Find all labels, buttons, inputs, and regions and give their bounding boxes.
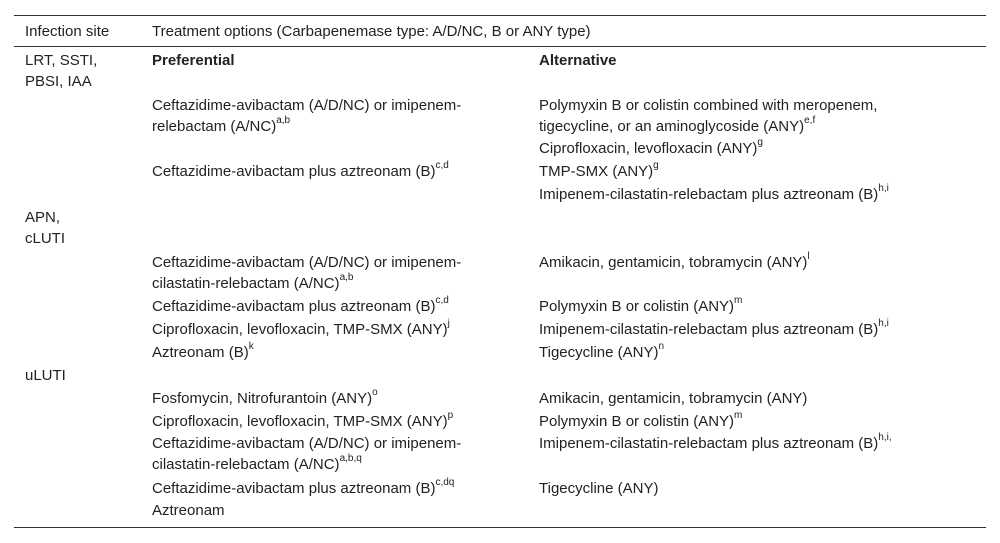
r8-preferential: Ciprofloxacin, levofloxacin, TMP-SMX (ANY)$^p$ [152,410,454,430]
header-infection-site: Infection site [25,23,110,40]
site-lrt-line2: PBSI, IAA [25,73,92,90]
r2-alternative: TMP-SMX (ANY)$^g$ [539,160,659,180]
r6-preferential: Aztreonam $(B)^k$ [152,341,254,361]
r10-preferential: Ceftazidime-avibactam plus aztreonam $(B)^{c,dq}$ [152,477,455,497]
table-header-rule [14,46,986,47]
table-bottom-rule [14,527,986,528]
site-apn-line1: APN, [25,209,61,226]
site-apn-line2: cLUTI [25,230,66,247]
footnote-ref: l [807,251,810,262]
footnote-ref: p [447,410,454,421]
footnote-ref: h,i [878,318,889,329]
r8-alternative: Polymyxin B or colistin (ANY)$^m$ [539,410,743,430]
header-treatment-options: Treatment options (Carbapenemase type: A/D/NC, B or ANY type) [152,23,591,40]
footnote-ref: m [734,410,743,421]
r11-preferential: Aztreonam [152,502,225,519]
r7-preferential: Fosfomycin, Nitrofurantoin (ANY)$^o$ [152,387,378,407]
r5-preferential: Ciprofloxacin, levofloxacin, TMP-SMX (ANY)$^j$ [152,318,450,338]
site-uluti: uLUTI [25,367,66,384]
r3-alternative: Amikacin, gentamicin, tobramycin (ANY)$^l$ [539,251,810,271]
r9-preferential-line1: Ceftazidime-avibactam (A/D/NC) or imipenem- [152,435,462,452]
r5-alternative: Imipenem-cilastatin-relebactam plus aztreonam $(B)^{h,i}$ [539,318,889,338]
footnote-ref: g [757,137,763,148]
r9-preferential-line2: cilastatin-relebactam $(A/NC)^{a,b,q}$ [152,453,362,473]
footnote-ref: g [653,160,659,171]
footnote-ref: m [734,295,743,306]
subheader-preferential: Preferential [152,52,235,69]
r7-alternative: Amikacin, gentamicin, tobramycin (ANY) [539,390,808,407]
r4-preferential: Ceftazidime-avibactam plus aztreonam $(B)^{c,d}$ [152,295,449,315]
footnote-ref: j [447,318,450,329]
table-top-rule [14,15,986,16]
r6-alternative: Tigecycline (ANY)$^n$ [539,341,665,361]
footnote-ref: o [372,387,378,398]
footnote-ref: n [658,341,665,352]
r3-preferential-line1: Ceftazidime-avibactam (A/D/NC) or imipenem- [152,254,462,271]
r2b-alternative: Imipenem-cilastatin-relebactam plus aztreonam $(B)^{h,i}$ [539,183,889,203]
footnote-ref: k [248,341,254,352]
footnote-ref: h,i [878,183,889,194]
site-lrt-line1: LRT, SSTI, [25,52,98,69]
subheader-alternative: Alternative [539,52,617,69]
footnote-ref: e,f [804,115,816,126]
footnote-ref: c,d [435,160,449,171]
r1-alternative-line2: tigecycline, or an aminoglycoside (ANY)$^{e,f}$ [539,115,816,135]
r4-alternative: Polymyxin B or colistin (ANY)$^m$ [539,295,743,315]
footnote-ref: a,b [339,272,354,283]
r1-preferential-line1: Ceftazidime-avibactam (A/D/NC) or imipenem- [152,97,462,114]
footnote-ref: c,dq [435,477,455,488]
footnote-ref: h,i, [878,432,892,443]
footnote-ref: a,b,q [339,453,362,464]
r9-alternative: Imipenem-cilastatin-relebactam plus aztreonam $(B)^{h,i,}$ [539,432,892,452]
footnote-ref: a,b [276,115,291,126]
r1b-alternative: Ciprofloxacin, levofloxacin (ANY)$^g$ [539,137,763,157]
r2-preferential: Ceftazidime-avibactam plus aztreonam $(B)^{c,d}$ [152,160,449,180]
footnote-ref: c,d [435,295,449,306]
r3-preferential-line2: cilastatin-relebactam $(A/NC)^{a,b}$ [152,272,354,292]
r1-alternative-line1: Polymyxin B or colistin combined with meropenem, [539,97,878,114]
r10-alternative: Tigecycline (ANY) [539,480,659,497]
r1-preferential-line2: relebactam $(A/NC)^{a,b}$ [152,115,291,135]
